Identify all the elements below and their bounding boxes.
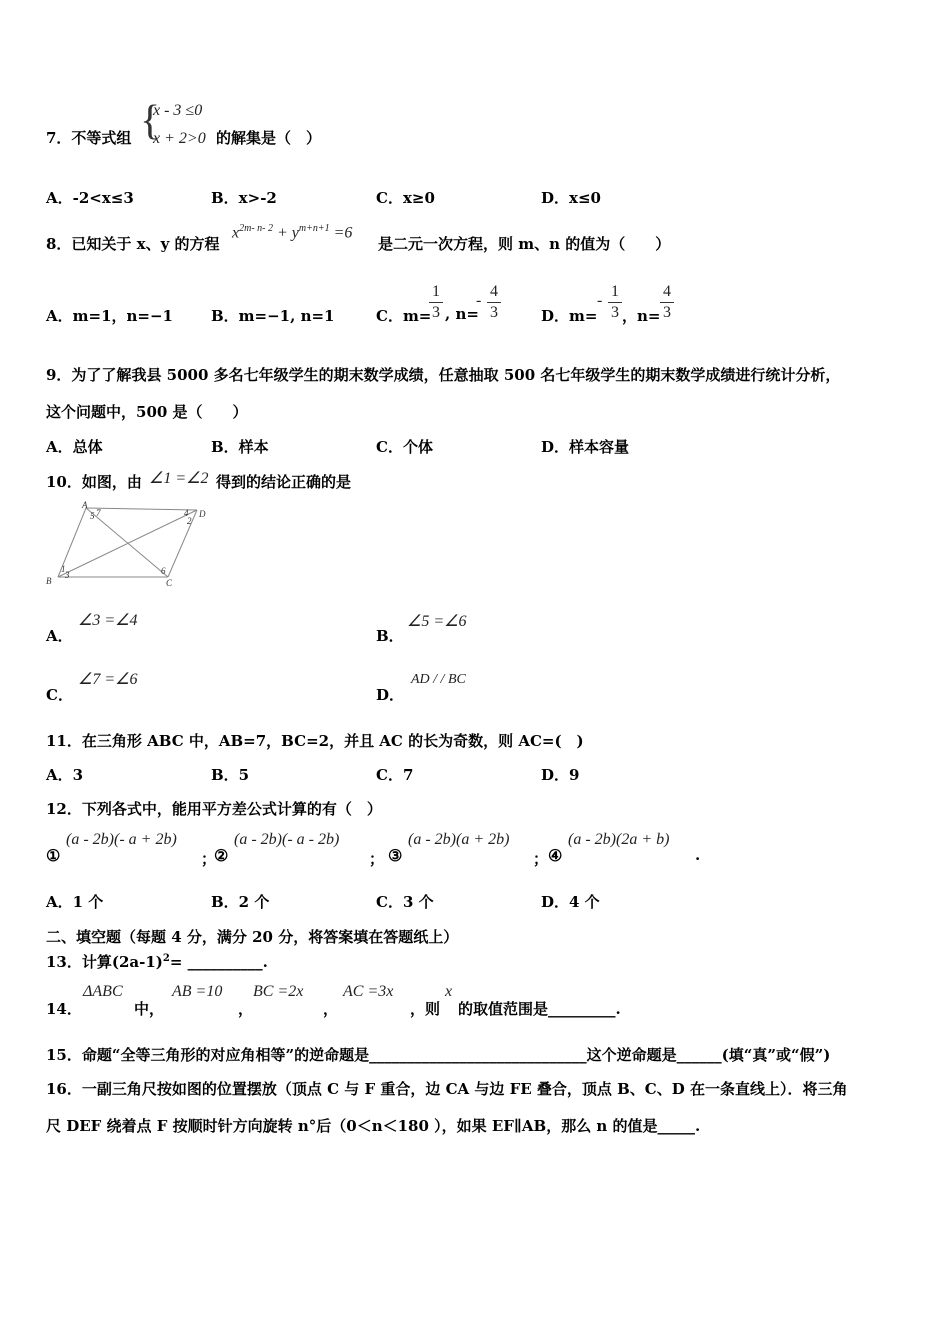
q8-option-c-sign: - <box>476 292 482 309</box>
q12-item1-sep: ； <box>201 850 217 868</box>
q8-option-c-n-label: , n= <box>445 305 479 323</box>
q8-option-d-m-fraction: $\frac{1}{3}$ <box>608 282 622 323</box>
q14-bc: BC =2x <box>253 983 304 1000</box>
q12-item3-mark: ③ <box>388 846 403 865</box>
q10-parallelogram-figure <box>44 500 214 592</box>
q7-option-a: A．-2<x≤3 <box>46 189 134 207</box>
q12-item2-sep: ； <box>369 850 385 868</box>
q12-item4-mark: ④ <box>548 846 563 865</box>
q10-option-b-math: ∠5 =∠6 <box>407 613 467 630</box>
q14-text5: 的取值范围是_________. <box>458 1000 621 1018</box>
figure-label-c: C <box>166 578 173 588</box>
q12-item2-mark: ② <box>214 846 229 865</box>
figure-edge-ad <box>86 508 197 510</box>
q12-item3-expr: (a - 2b)(a + 2b) <box>408 831 510 848</box>
q8-option-a: A．m=1，n=−1 <box>46 307 173 325</box>
q15-stem: 15．命题“全等三角形的对应角相等”的逆命题是_____________________________这个逆命题是______(填“真”或“假”) <box>46 1046 831 1064</box>
q12-item1-mark: ① <box>46 846 61 865</box>
q8-equation: $x^{2m- n- 2} + y^{m+n+1} =6$ <box>232 223 353 242</box>
q8-option-c-m-fraction: $\frac{1}{3}$ <box>429 282 443 323</box>
q12-item4-sep: . <box>695 846 701 864</box>
q9-line2: 这个问题中，500 是（ ） <box>46 403 248 421</box>
q8-suffix: 是二元一次方程，则 m、n 的值为（ ） <box>378 235 671 253</box>
q7-option-b: B．x>-2 <box>211 189 277 207</box>
q11-stem: 11．在三角形 ABC 中，AB=7，BC=2，并且 AC 的长为奇数，则 AC=( ) <box>46 732 584 750</box>
q11-option-c: C．7 <box>376 766 414 784</box>
q9-option-b: B．样本 <box>211 438 269 456</box>
q12-item3-sep: ； <box>533 850 549 868</box>
figure-label-b: B <box>46 576 52 586</box>
figure-label-a: A <box>82 500 88 510</box>
q8-option-b: B．m=−1, n=1 <box>211 307 335 325</box>
q8-option-c-n-fraction: $\frac{4}{3}$ <box>487 282 501 323</box>
q10-option-d-label: D． <box>376 686 405 704</box>
q7-system-line1: x - 3 ≤0 <box>153 102 203 119</box>
q14-text1: 中， <box>134 1000 165 1018</box>
q9-option-d: D．样本容量 <box>541 438 630 456</box>
q8-prefix: 8．已知关于 x、y 的方程 <box>46 235 220 253</box>
q11-option-d: D．9 <box>541 766 580 784</box>
q16-line1: 16．一副三角尺按如图的位置摆放（顶点 C 与 F 重合，边 CA 与边 FE 叠合，顶点 B、C、D 在一条直线上）．将三角 <box>46 1080 848 1098</box>
q7-stem <box>46 127 131 148</box>
q10-option-d-math: AD / / BC <box>411 672 466 687</box>
q12-item2-expr: (a - 2b)(- a - 2b) <box>234 831 340 848</box>
q10-angle-equation: ∠1 =∠2 <box>149 470 209 487</box>
q14-label: 14． <box>46 1000 82 1018</box>
q13-stem: 13．计算$(2a-1)^2=$ __________. <box>46 953 268 971</box>
q10-option-a-math: ∠3 =∠4 <box>78 612 138 629</box>
q7-system-line2: x + 2>0 <box>153 130 206 147</box>
q10-prefix: 10．如图，由 <box>46 473 142 491</box>
q10-option-b-label: B． <box>376 627 404 645</box>
q9-line1: 9．为了了解我县 5000 多名七年级学生的期末数学成绩，任意抽取 500 名七年级学生的期末数学成绩进行统计分析， <box>46 366 841 384</box>
q14-text2: ， <box>238 1000 254 1018</box>
q7-prefix: 7．不等式组 <box>46 129 132 147</box>
q8-option-d-label: D．m= <box>541 307 598 325</box>
q7-option-d: D．x≤0 <box>541 189 601 207</box>
q12-option-b: B．2 个 <box>211 893 270 911</box>
q7-suffix: 的解集是（ ） <box>216 129 322 147</box>
q14-x: x <box>445 983 453 1000</box>
q9-option-c: C．个体 <box>376 438 433 456</box>
q12-item1-expr: (a - 2b)(- a + 2b) <box>66 831 177 848</box>
q8-option-c-label: C．m= <box>376 307 432 325</box>
q14-ac: AC =3x <box>343 983 394 1000</box>
figure-label-1: 1 <box>61 564 66 574</box>
q12-option-d: D．4 个 <box>541 893 600 911</box>
q9-option-a: A．总体 <box>46 438 103 456</box>
q10-option-c-math: ∠7 =∠6 <box>78 671 138 688</box>
figure-edge-dc <box>168 510 197 577</box>
q11-option-b: B．5 <box>211 766 250 784</box>
q8-option-d-n-label: ，n= <box>622 307 661 325</box>
q14-text4: ，则 <box>410 1000 441 1018</box>
figure-label-2: 2 <box>187 516 192 526</box>
q12-option-a: A．1 个 <box>46 893 104 911</box>
q7-option-c: C．x≥0 <box>376 189 435 207</box>
q7-brace: { <box>140 98 161 144</box>
figure-diagonal-ac <box>86 508 168 577</box>
q12-stem: 12．下列各式中，能用平方差公式计算的有（ ） <box>46 800 382 818</box>
q10-option-c-label: C． <box>46 686 73 704</box>
q12-option-c: C．3 个 <box>376 893 434 911</box>
figure-label-7: 7 <box>96 508 101 518</box>
figure-label-4: 4 <box>184 508 189 518</box>
figure-diagonal-bd <box>58 510 197 577</box>
q14-text3: ， <box>323 1000 339 1018</box>
q11-option-a: A．3 <box>46 766 84 784</box>
q16-line2: 尺 DEF 绕着点 F 按顺时针方向旋转 n°后（0＜n＜180 ），如果 EF∥AB，那么 n 的值是_____. <box>46 1117 701 1135</box>
q14-triangle: ΔABC <box>83 983 123 1000</box>
figure-label-d: D <box>199 509 206 519</box>
q10-option-a-label: A． <box>46 627 73 645</box>
q14-ab: AB =10 <box>172 983 223 1000</box>
figure-label-5: 5 <box>90 511 95 521</box>
q8-option-d-n-fraction: $\frac{4}{3}$ <box>660 282 674 323</box>
q12-item4-expr: (a - 2b)(2a + b) <box>568 831 670 848</box>
figure-label-6: 6 <box>161 566 166 576</box>
figure-label-3: 3 <box>65 570 70 580</box>
q10-suffix: 得到的结论正确的是 <box>216 473 352 491</box>
q8-option-d-sign: - <box>597 292 603 309</box>
section-2-heading: 二、填空题（每题 4 分，满分 20 分，将答案填在答题纸上） <box>46 928 459 946</box>
